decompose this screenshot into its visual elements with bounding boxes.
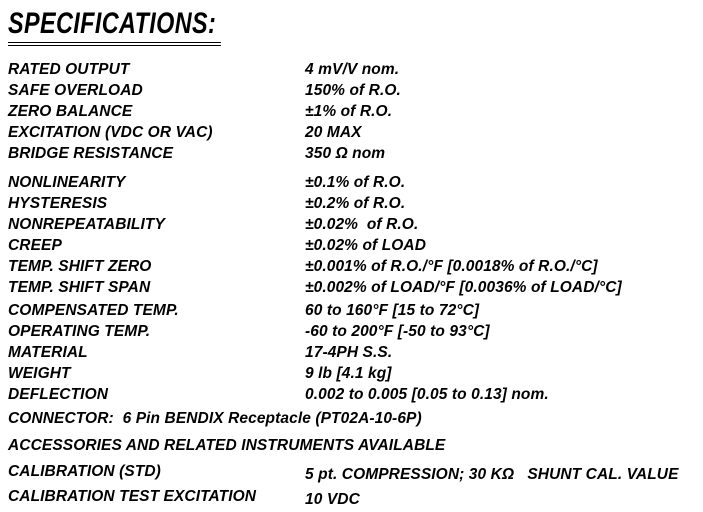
spec-rows (8, 59, 703, 507)
spec-value: 17-4PH S.S. (305, 344, 393, 361)
spec-label: SAFE OVERLOAD (8, 82, 143, 99)
spec-label: EXCITATION (VDC OR VAC) (8, 124, 213, 141)
spec-value: 20 MAX (305, 124, 362, 141)
spec-value: 60 to 160°F [15 to 72°C] (305, 302, 480, 319)
spec-value: ±0.02% of R.O. (305, 216, 419, 233)
spec-label: CREEP (8, 237, 62, 254)
spec-row (8, 101, 703, 122)
spec-row (8, 363, 703, 384)
spec-row (8, 172, 703, 193)
spec-value: 4 mV/V nom. (305, 61, 400, 78)
spec-row (8, 300, 703, 321)
spec-label: ZERO BALANCE (8, 103, 133, 120)
spec-row (8, 80, 703, 101)
spec-row (8, 486, 703, 507)
spec-row (8, 384, 703, 405)
spec-value: -60 to 200°F [-50 to 93°C] (305, 323, 490, 340)
spec-value: 10 VDC (305, 491, 360, 508)
spec-label: OPERATING TEMP. (8, 323, 151, 340)
spec-row (8, 59, 703, 80)
spec-row (8, 342, 703, 363)
spec-row (8, 235, 703, 256)
spec-label: TEMP. SHIFT SPAN (8, 279, 151, 296)
spec-value: ±0.002% of LOAD/°F [0.0036% of LOAD/°C] (305, 279, 622, 296)
spec-value: ±0.02% of LOAD (305, 237, 427, 254)
spec-value: ±0.1% of R.O. (305, 174, 406, 191)
spec-label: COMPENSATED TEMP. (8, 302, 179, 319)
spec-label: DEFLECTION (8, 386, 109, 403)
spec-label: TEMP. SHIFT ZERO (8, 258, 152, 275)
spec-value: 350 Ω nom (305, 145, 386, 162)
spec-label: MATERIAL (8, 344, 88, 361)
spec-value: ±0.001% of R.O./°F [0.0018% of R.O./°C] (305, 258, 598, 275)
spec-row (8, 277, 703, 298)
spec-label: CALIBRATION TEST EXCITATION (8, 488, 257, 505)
spec-value: ±0.2% of R.O. (305, 195, 406, 212)
spec-value: 9 lb [4.1 kg] (305, 365, 392, 382)
spec-row (8, 143, 703, 164)
spec-row (8, 408, 703, 429)
spec-row (8, 461, 703, 482)
page-title: SPECIFICATIONS: (8, 9, 221, 46)
spec-value: 0.002 to 0.005 [0.05 to 0.13] nom. (305, 386, 549, 403)
spec-row (8, 435, 703, 456)
spec-label: NONREPEATABILITY (8, 216, 165, 233)
spec-label: RATED OUTPUT (8, 61, 130, 78)
spec-value: ±1% of R.O. (305, 103, 393, 120)
spec-label: CONNECTOR: 6 Pin BENDIX Receptacle (PT02A-10-6P) (8, 410, 422, 427)
spec-row (8, 214, 703, 235)
spec-value: 150% of R.O. (305, 82, 401, 99)
spec-row (8, 193, 703, 214)
spec-value: 5 pt. COMPRESSION; 30 KΩ SHUNT CAL. VALUE (305, 466, 679, 483)
spec-label: HYSTERESIS (8, 195, 108, 212)
spec-label: WEIGHT (8, 365, 71, 382)
spec-row (8, 321, 703, 342)
spec-row (8, 122, 703, 143)
spec-label: CALIBRATION (STD) (8, 463, 161, 480)
spec-label: NONLINEARITY (8, 174, 126, 191)
spec-row (8, 256, 703, 277)
spec-label: BRIDGE RESISTANCE (8, 145, 174, 162)
spec-label: ACCESSORIES AND RELATED INSTRUMENTS AVAILABLE (8, 437, 446, 454)
